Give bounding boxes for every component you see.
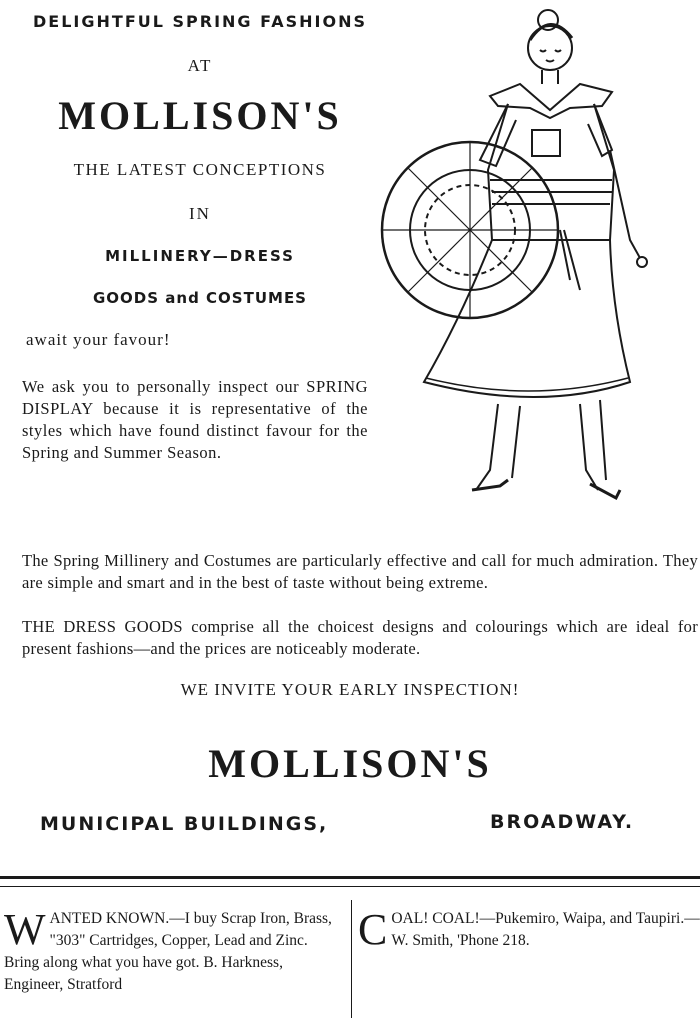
- headline-delightful: DELIGHTFUL SPRING FASHIONS: [33, 12, 367, 31]
- drop-cap-c: C: [358, 905, 388, 954]
- subheading-costumes: GOODS and COSTUMES: [92, 289, 307, 307]
- column-divider: [351, 900, 352, 1018]
- body-paragraph-spring: The Spring Millinery and Costumes are particularly effective and call for much admiration. They are simple and smart and in the best of taste without being extreme.: [22, 551, 698, 592]
- address-municipal: MUNICIPAL BUILDINGS,: [40, 813, 329, 835]
- classified-wanted: [4, 905, 344, 996]
- classified-wanted-text: ANTED KNOWN.—I buy Scrap Iron, Brass, "303" Cartridges, Copper, Lead and Zinc. Bring along what you have got. B. Harkness, Engineer, Stratford: [4, 910, 332, 993]
- drop-cap-w: W: [4, 905, 46, 954]
- footer-brand: MOLLISON'S: [208, 741, 492, 786]
- intro-paragraph: We ask you to personally inspect our SPRING DISPLAY because it is representative of the styles which have found distinct favour for the Spring and Summer Season.: [22, 377, 368, 462]
- subheading-in: IN: [189, 204, 211, 223]
- headline-at: AT: [187, 56, 213, 75]
- body-paragraph-dress-goods: THE DRESS GOODS comprise all the choicest designs and colourings which are ideal for present fashions—and the prices are noticeably moderate.: [22, 617, 698, 658]
- classified-coal: [358, 905, 700, 954]
- woman-parasol-illustration: [380, 0, 700, 520]
- classified-coal-text: OAL! COAL!—Pukemiro, Waipa, and Taupiri.—W. Smith, 'Phone 218.: [391, 910, 700, 949]
- invitation-line: WE INVITE YOUR EARLY INSPECTION!: [180, 680, 520, 699]
- address-broadway: BROADWAY.: [490, 811, 635, 833]
- divider-thin: [0, 886, 700, 887]
- divider-thick: [0, 876, 700, 879]
- subheading-conceptions: THE LATEST CONCEPTIONS: [73, 160, 327, 179]
- await-text: await your favour!: [26, 330, 171, 349]
- subheading-millinery: MILLINERY—DRESS: [105, 247, 295, 265]
- brand-title: MOLLISON'S: [58, 93, 342, 138]
